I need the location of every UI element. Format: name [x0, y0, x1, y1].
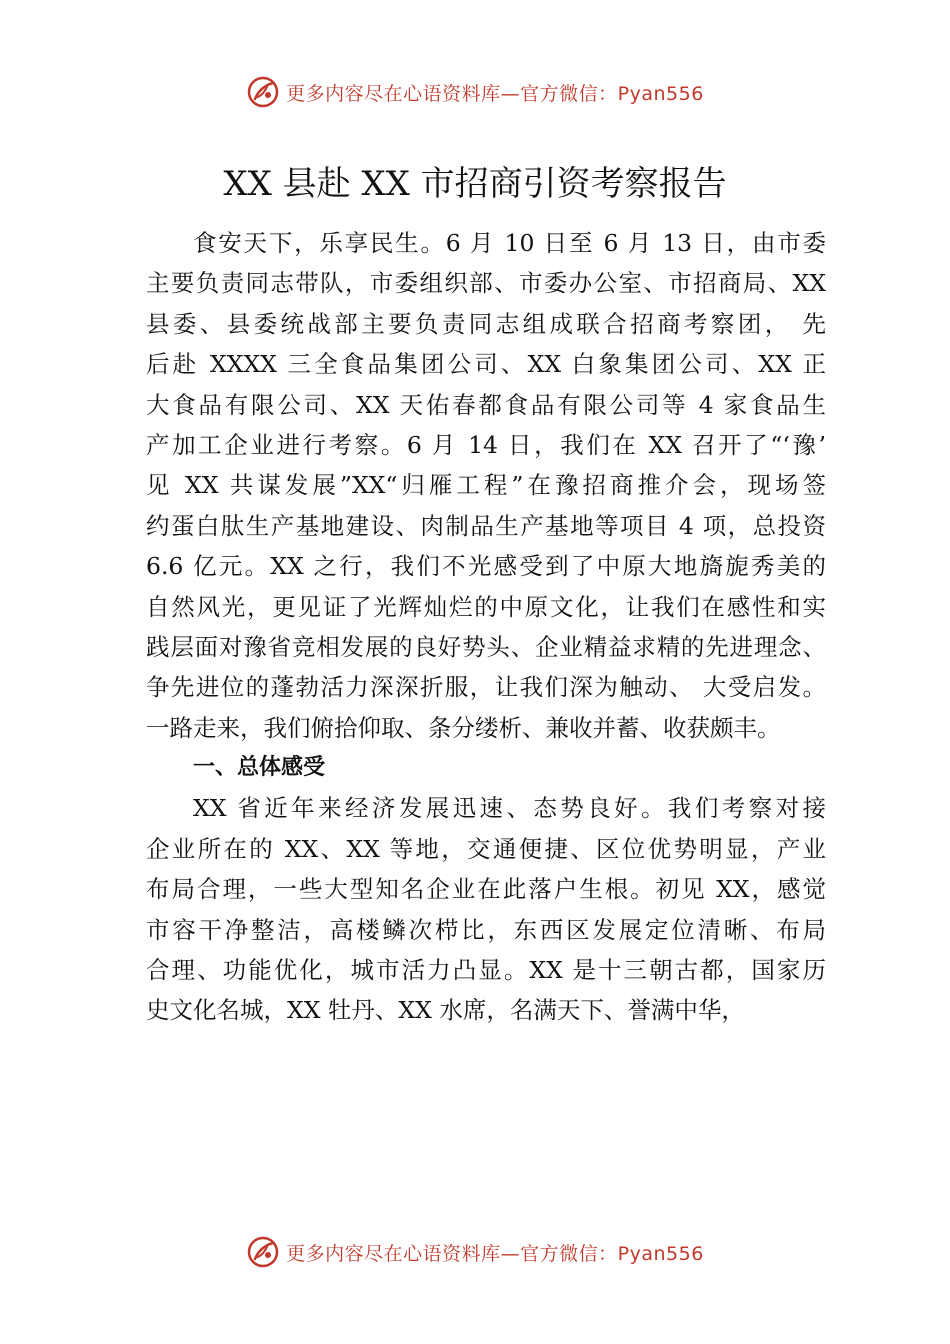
- text-line: 史文化名城，XX 牡丹、XX 水席，名满天下、誉满中华，: [146, 996, 745, 1025]
- text-line: 企业所在的 XX、XX 等地，交通便捷、区位优势明显，产业: [146, 834, 826, 863]
- paragraph-intro: [146, 223, 826, 748]
- section-heading: 一、总体感受: [193, 755, 326, 781]
- text-line: 布局合理，一些大型知名企业在此落户生根。初见 XX，感觉: [146, 875, 826, 904]
- text-line: 食安天下，乐享民生。6 月 10 日至 6 月 13 日，由市委: [193, 229, 826, 257]
- text-line: 市容干净整洁，高楼鳞次栉比，东西区发展定位清晰、布局: [146, 915, 826, 944]
- text-line: 大食品有限公司、XX 天佑春都食品有限公司等 4 家食品生: [146, 390, 826, 419]
- document-title: XX 县赴 XX 市招商引资考察报告: [223, 164, 727, 204]
- watermark-text: 更多内容尽在心语资料库—官方微信：Pyan556: [286, 82, 704, 105]
- text-line: 约蛋白肽生产基地建设、肉制品生产基地等项目 4 项，总投资: [146, 511, 826, 540]
- text-line: 见 XX 共谋发展”XX“归雁工程”在豫招商推介会，现场签: [146, 471, 826, 500]
- text-line: 县委、县委统战部主要负责同志组成联合招商考察团， 先: [146, 309, 826, 338]
- text-line: 自然风光，更见证了光辉灿烂的中原文化，让我们在感性和实: [146, 592, 826, 621]
- text-line: 6.6 亿元。XX 之行，我们不光感受到了中原大地旖旎秀美的: [146, 552, 826, 581]
- text-line: XX 省近年来经济发展迅速、态势良好。我们考察对接: [193, 794, 826, 823]
- text-line: 合理、功能优化，城市活力凸显。XX 是十三朝古都，国家历: [146, 956, 826, 985]
- text-line: 主要负责同志带队，市委组织部、市委办公室、市招商局、XX: [146, 269, 826, 298]
- text-line: 产加工企业进行考察。6 月 14 日，我们在 XX 召开了“‘豫’: [146, 430, 826, 459]
- watermark-text: 更多内容尽在心语资料库—官方微信：Pyan556: [286, 1242, 704, 1265]
- text-line: 后赴 XXXX 三全食品集团公司、XX 白象集团公司、XX 正: [146, 350, 826, 379]
- text-line: 争先进位的蓬勃活力深深折服，让我们深为触动、 大受启发。: [146, 673, 826, 702]
- logo-icon: [246, 75, 280, 109]
- document-body: [146, 223, 826, 1031]
- watermark-banner-bottom: [0, 1232, 950, 1272]
- text-line: 践层面对豫省竞相发展的良好势头、企业精益求精的先进理念、: [146, 632, 826, 661]
- text-line: 一路走来，我们俯拾仰取、条分缕析、兼收并蓄、收获颇丰。: [146, 713, 781, 742]
- logo-icon: [246, 1235, 280, 1269]
- watermark-banner-top: [0, 72, 950, 112]
- paragraph-overall-impression: [146, 788, 826, 1030]
